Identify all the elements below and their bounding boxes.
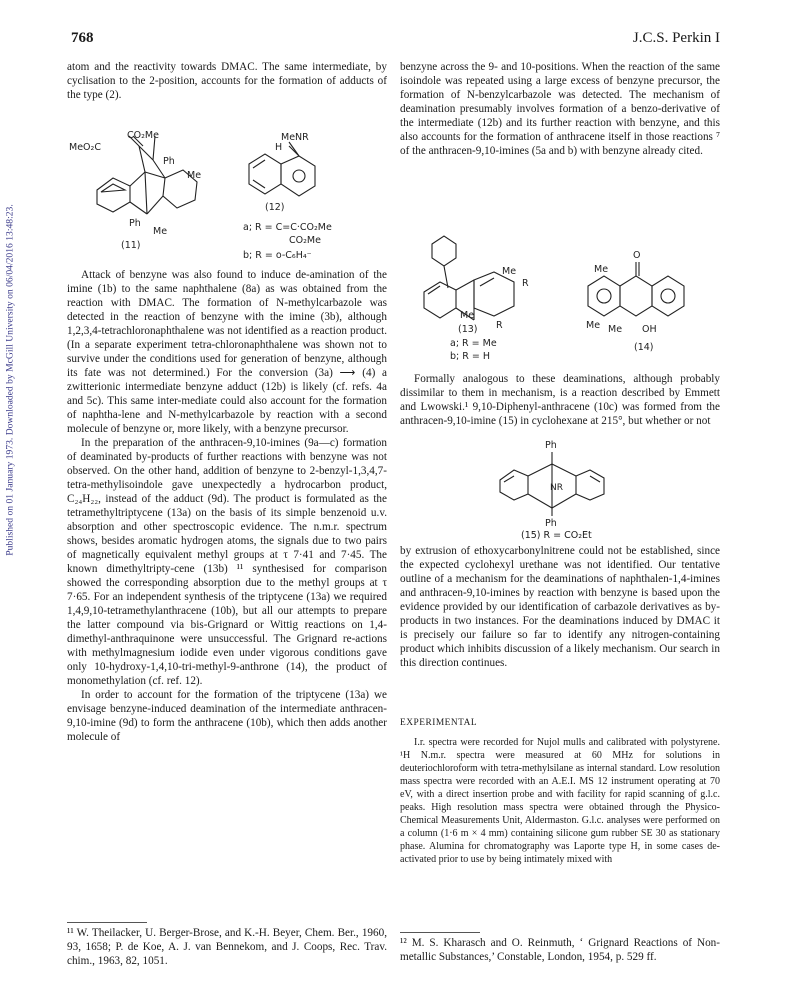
ring [576, 470, 604, 500]
label: CO₂Me [127, 130, 159, 141]
section-heading: EXPERIMENTAL [400, 718, 478, 728]
footnote-rule [67, 922, 147, 923]
right-column-mid [400, 372, 720, 428]
footnote: ¹¹ W. Theilacker, U. Berger-Brose, and K.-H. Beyer, Chem. Ber., 1960, 93, 1658; P. de Koe, A. J. van Bennekom, and J. Coops, Rec. Trav. chim., 1963, 82, 1051. [67, 927, 387, 967]
label: Ph [545, 440, 557, 451]
download-stamp: Published on 01 January 1973. Downloaded by McGill University on 06/04/2016 13:48:23. [4, 204, 16, 556]
scheme-15 [490, 428, 640, 536]
label: Me [594, 264, 609, 275]
ring [620, 276, 652, 316]
label: NR [550, 483, 563, 493]
left-column-body [67, 268, 387, 744]
label: MeO₂C [69, 142, 101, 153]
ring [281, 156, 315, 196]
paragraph: atom and the reactivity towards DMAC. The same intermediate, by cyclisation to the 2-position, accounts for the formation of adducts of the type (2). [67, 61, 387, 101]
label: a; R = Me [450, 338, 497, 349]
label: R [522, 278, 529, 289]
experimental-section [400, 718, 720, 866]
label: Ph [545, 518, 557, 529]
ring [424, 282, 456, 318]
paragraph: In the preparation of the anthracen-9,10-imines (9a—c) formation of deaminated by-products of further reactions with benzyne was not observed. On the other hand, addition of benzyne to 2-benzyl-1,3,4,7-tetra-methylisoindole gave unexpectedly a hydrocarbon product, C₂₄H₂₂, instead of the adduct (9d). The product is formulated as the tetramethyltriptycene (13a) on the basis of its simple benzenoid u.v. absorption and other spectroscopic evidence. The n.m.r. spectrum shows, besides aromatic hydrogen atoms, the signals due to two pairs of magnetically equivalent methyl groups at τ 7·41 and 7·45. The known dimethyltripty-cene (13b) ¹¹ synthesised for comparison showed the corresponding absorption due to the methyl groups at τ 7·65. For an independent synthesis of the triptycene (13a) we required 1,4,9,10-tetramethylanthracene (10b), but all our attempts to prepare the latter compound via bis-Grignard or Wittig reactions on 1,4-dimethyl-anthraquinone were unsuccessful. The Grignard re-actions with methylmagnesium iodide even under vigorous conditions gave only 10-hydroxy-1,4,10-tri-methyl-9-anthrone (14), the product of monomethylation (cf. ref. 12). [67, 437, 387, 687]
label: H [275, 142, 283, 153]
paragraph: Formally analogous to these deaminations, although probably dissimilar to them in mechanism, is a reaction described by Emmett and Lwowski.¹ 9,10-Diphenyl-anthracene (10c) was formed from the anthracen-9,10-imine (15) in cyclohexane at 215°, but whether or not [400, 373, 720, 427]
left-column-top [67, 60, 387, 102]
scheme-13-14 [410, 228, 710, 366]
label: Me [187, 170, 202, 181]
label: Ph [129, 218, 141, 229]
label: Me [153, 226, 168, 237]
label: b; R = o-C₆H₄⁻ [243, 250, 312, 261]
footnote-right [400, 936, 720, 964]
compound-label: (11) [121, 240, 141, 251]
ring [588, 276, 620, 316]
paragraph: benzyne across the 9- and 10-positions. When the reaction of the same isoindole was repeated using a large excess of benzyne precursor, the formation of N-benzylcarbazole was detected. The mechanism of deamination presumably involves formation of a benzo-derivative of the intermediate (12b) and its further reaction with benzyne, and this also accounts for the formation of anthracene itself in those reactions ⁷ of the anthracen-9,10-imines (5a and b) with benzyne already cited. [400, 61, 720, 157]
ring [500, 470, 528, 500]
label: Ph [163, 156, 175, 167]
label: Me [460, 310, 475, 321]
ring [652, 276, 684, 316]
compound-label: (14) [634, 342, 654, 353]
paragraph: In order to account for the formation of the triptycene (13a) we envisage benzyne-induced deamination of the intermediate anthracen-9,10-imine (9d) to form the anthracene (10b), which then adds another molecule of [67, 689, 387, 743]
label: b; R = H [450, 351, 490, 362]
label: Me [502, 266, 517, 277]
label: a; R = C=C·CO₂Me [243, 222, 332, 233]
right-column-bottom [400, 544, 720, 670]
page-number: 768 [71, 30, 94, 46]
label: R [496, 320, 503, 331]
right-column-top [400, 60, 720, 158]
label: Me [608, 324, 623, 335]
compound-label: (13) [458, 324, 478, 335]
label: Me [586, 320, 601, 331]
compound-label: (12) [265, 202, 285, 213]
footnote: ¹² M. S. Kharasch and O. Reinmuth, ‘ Grignard Reactions of Non-metallic Substances,’ Constable, London, 1954, p. 529 ff. [400, 937, 720, 963]
journal-title: J.C.S. Perkin I [632, 30, 720, 46]
ring [432, 236, 456, 266]
paragraph: Attack of benzyne was also found to induce de-amination of the imine (1b) to the same naphthalene (8a) as was obtained from the reaction with DMAC. The formation of N-methylcarbazole was detected in the reaction of benzyne with the imine (3b), although 1,2,3,4-tetrachloronaphthalene was not identified as a reaction product. (In a separate experiment tetra-chloronaphthalene was shown not to survive under the conditions used for generation of benzyne, although its fate was not determined.) For the conversion (3a) ⟶ (4) a zwitterionic intermediate benzyne adduct (12b) is likely (cf. refs. 4a and 5c). This same inter-mediate could also account for the formation of naphtha-lene and N-methylcarbazole by reaction with a second molecule of benzyne or, more likely, with a benzyne precursor. [67, 269, 387, 435]
scheme-11-12 [67, 106, 387, 264]
compound-label: (15) R = CO₂Et [521, 530, 592, 541]
footnote-left [67, 926, 387, 968]
ring [97, 178, 130, 212]
paragraph: I.r. spectra were recorded for Nujol mulls and calibrated with polystyrene. ¹H N.m.r. spectra were measured at 60 MHz for solutions in deuteriochloroform with tetra-methylsilane as internal standard. Low resolution mass spectra were recorded with an A.E.I. MS 12 instrument operating at 70 eV, with a direct insertion probe and with facility for rapid scanning of g.l.c. peaks. High resolution mass spectra were obtained through the Physico-Chemical Measurements Unit, Aldermaston. G.l.c. analyses were performed on a column (1·6 m × 4 mm) containing silicone gum rubber SE 30 as stationary phase. Alumina for chromatography was Laporte type H, in some cases de-activated prior to use by being intimately mixed with [400, 737, 720, 865]
label: MeNR [281, 132, 309, 143]
footnote-rule [400, 932, 480, 933]
label: O [633, 250, 641, 261]
label: CO₂Me [289, 235, 321, 246]
paragraph: by extrusion of ethoxycarbonylnitrene could not be established, since the expected cyclohexyl urethane was not identified. Our tentative outline of a mechanism for the deaminations of naphthalen-1,4-imines and anthracen-9,10-imines by reaction with benzyne is based upon the evidence provided by our identification of carbazole derivatives as by-products in two instances. For the deaminations induced by DMAC it is precisely our failure so far to identify any nitrogen-containing product which inhibits discussion of a likely mechanism. Our search in this direction continues. [400, 545, 720, 669]
label: OH [642, 324, 657, 335]
